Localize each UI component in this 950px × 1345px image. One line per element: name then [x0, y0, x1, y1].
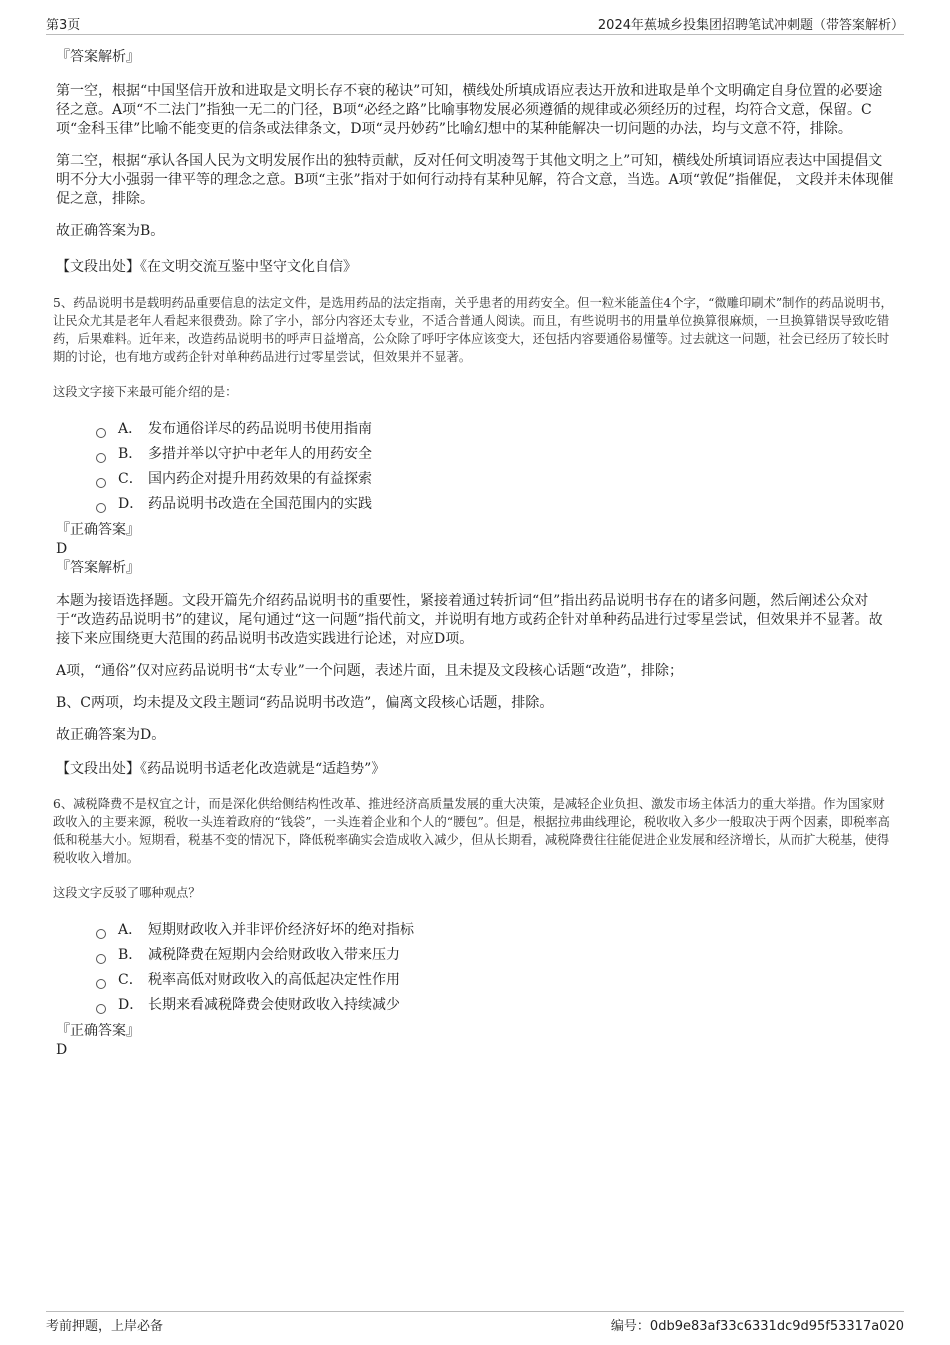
analysis-label-5: 『答案解析』: [56, 560, 140, 576]
question-6-prompt: 这段文字反驳了哪种观点？: [53, 886, 201, 900]
correct-answer-label-5: 『正确答案』: [56, 522, 140, 538]
analysis-para-5-1: 本题为接语选择题。文段开篇先介绍药品说明书的重要性，紧接着通过转折词“但”指出药品说明书存在的诸多问题，然后阐述公众对于“改造药品说明书”的建议，尾句通过“这一问题”指代前文，并说明有地方或药企针对单种药品进行过零星尝试，但效果并不显著。故接下来应围绕更大范围的药品说明书改造实践进行论述，对应D项。: [56, 593, 883, 647]
correct-answer-5: D: [56, 541, 68, 557]
option-6-d[interactable]: D． 长期来看减税降费会使财政收入持续减少: [96, 993, 896, 1018]
option-6-c[interactable]: C． 税率高低对财政收入的高低起决定性作用: [96, 968, 896, 993]
source-5: 【文段出处】《药品说明书适老化改造就是“适趋势”》: [56, 761, 386, 777]
footer-slogan: 考前押题，上岸必备: [46, 1319, 164, 1334]
option-6-b[interactable]: B． 减税降费在短期内会给财政收入带来压力: [96, 943, 896, 968]
page-content: [53, 44, 896, 1060]
radio-icon[interactable]: [96, 453, 106, 463]
question-5-stem: 5、药品说明书是载明药品重要信息的法定文件，是选用药品的法定指南，关乎患者的用药安全。但一粒米能盖住4个字，“微雕印刷术”制作的药品说明书，让民众尤其是老年人看起来很费劲。除了字小，部分内容还太专业，不适合普通人阅读。而且，有些说明书的用量单位换算很麻烦，一旦换算错误导致吃错药，后果难料。近年来，改造药品说明书的呼声日益增高，公众除了呼吁字体应该变大，还包括内容要通俗易懂等。过去就这一问题，社会已经历了较长时期的讨论，也有地方或药企针对单种药品进行过零星尝试，但效果并不显著。: [53, 296, 893, 364]
question-5-prompt: 这段文字接下来最可能介绍的是：: [53, 385, 238, 399]
option-5-a[interactable]: A． 发布通俗详尽的药品说明书使用指南: [96, 417, 896, 442]
radio-icon[interactable]: [96, 979, 106, 989]
analysis-para-4-2: 第二空，根据“承认各国人民为文明发展作出的独特贡献，反对任何文明凌驾于其他文明之上”可知，横线处所填词语应表达中国提倡文明不分大小强弱一律平等的理念之意。B项“主张”指对于如何行动持有某种见解，符合文意，当选。A项“敦促”指催促， 文段并未体现催促之意，排除。: [56, 153, 894, 207]
page-number: 第3页: [46, 18, 81, 33]
analysis-label-4: 『答案解析』: [56, 49, 140, 65]
document-id: 编号：0db9e83af33c6331dc9d95f53317a020: [610, 1319, 904, 1334]
conclusion-5: 故正确答案为D。: [56, 727, 166, 743]
option-5-c[interactable]: C． 国内药企对提升用药效果的有益探索: [96, 467, 896, 492]
option-6-a[interactable]: A． 短期财政收入并非评价经济好坏的绝对指标: [96, 918, 896, 943]
radio-icon[interactable]: [96, 929, 106, 939]
analysis-para-5-3: B、C两项，均未提及文段主题词“药品说明书改造”，偏离文段核心话题，排除。: [56, 695, 554, 711]
question-6-options: [96, 918, 896, 1018]
correct-answer-6: D: [56, 1042, 68, 1058]
question-6-stem: 6、减税降费不是权宜之计，而是深化供给侧结构性改革、推进经济高质量发展的重大决策，是减轻企业负担、激发市场主体活力的重大举措。作为国家财政收入的主要来源，税收一头连着政府的“钱袋”，一头连着企业和个人的“腰包”。但是，根据拉弗曲线理论，税收收入多少一般取决于两个因素，即税率高低和税基大小。短期看，税基不变的情况下，降低税率确实会造成收入减少，但从长期看，减税降费往往能促进企业发展和经济增长，从而扩大税基，使得税收收入增加。: [53, 797, 890, 865]
analysis-para-4-1: 第一空，根据“中国坚信开放和进取是文明长存不衰的秘诀”可知，横线处所填成语应表达开放和进取是单个文明确定自身位置的必要途径之意。A项“不二法门”指独一无二的门径，B项“必经之路”比喻事物发展必须遵循的规律或必须经历的过程，均符合文意，保留。C项“金科玉律”比喻不能变更的信条或法律条文，D项“灵丹妙药”比喻幻想中的某种能解决一切问题的办法，均与文意不符，排除。: [56, 83, 883, 137]
radio-icon[interactable]: [96, 428, 106, 438]
radio-icon[interactable]: [96, 503, 106, 513]
radio-icon[interactable]: [96, 954, 106, 964]
correct-answer-label-6: 『正确答案』: [56, 1023, 140, 1039]
source-4: 【文段出处】《在文明交流互鉴中坚守文化自信》: [56, 259, 357, 275]
radio-icon[interactable]: [96, 478, 106, 488]
analysis-para-5-2: A项，“通俗”仅对应药品说明书“太专业”一个问题，表述片面，且未提及文段核心话题“改造”，排除；: [56, 663, 684, 679]
page-header: [46, 14, 904, 35]
page-footer: [46, 1311, 904, 1334]
document-title: 2024年蕉城乡投集团招聘笔试冲刺题（带答案解析）: [597, 18, 904, 33]
option-5-b[interactable]: B． 多措并举以守护中老年人的用药安全: [96, 442, 896, 467]
conclusion-4: 故正确答案为B。: [56, 223, 165, 239]
option-5-d[interactable]: D． 药品说明书改造在全国范围内的实践: [96, 492, 896, 517]
radio-icon[interactable]: [96, 1004, 106, 1014]
question-5-options: [96, 417, 896, 517]
